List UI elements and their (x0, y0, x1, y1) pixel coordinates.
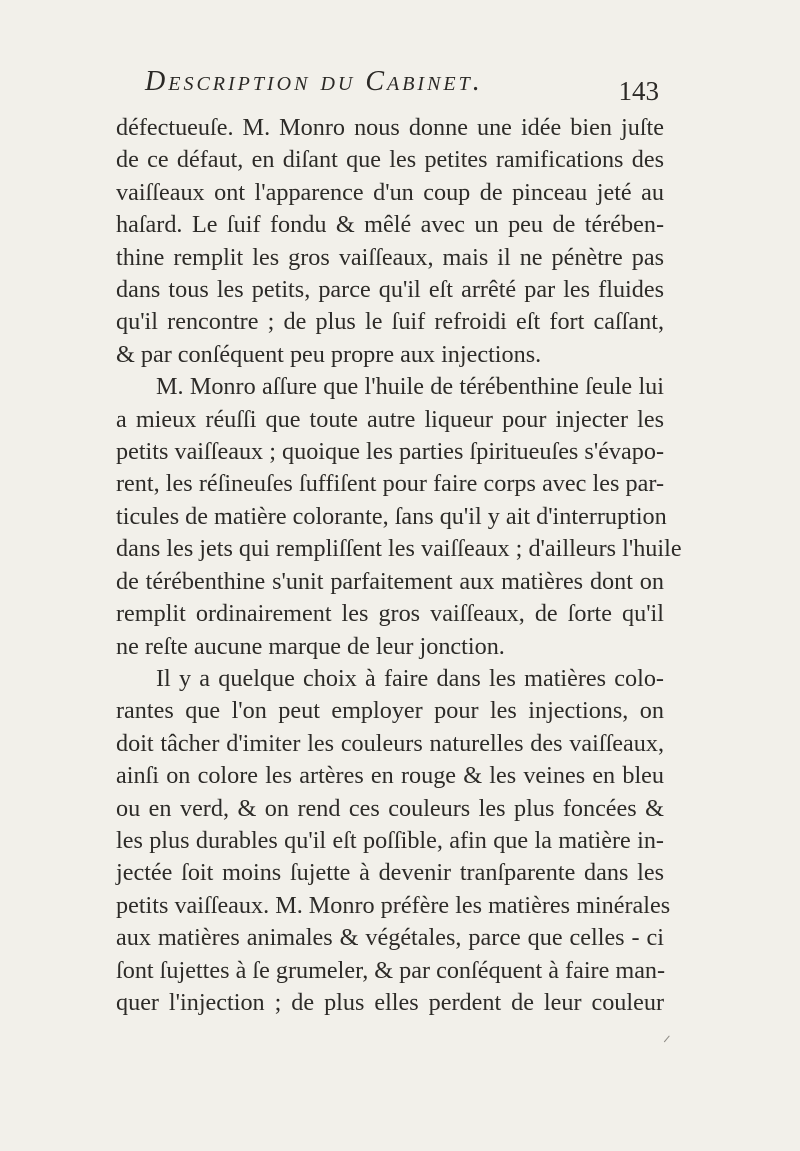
text-line: ne reſte aucune marque de leur jonction. (116, 632, 505, 660)
text-line: rantes que l'on peut employer pour les injections, on (116, 697, 664, 725)
text-line: rent, les réſineuſes ſuffiſent pour faire corps avec les par- (116, 470, 664, 498)
text-line: qu'il rencontre ; de plus le ſuif refroidi eſt fort caſſant, (116, 308, 664, 336)
text-line: doit tâcher d'imiter les couleurs naturelles des vaiſſeaux, (116, 729, 664, 757)
text-line: petits vaiſſeaux ; quoique les parties ſpiritueuſes s'évapo- (116, 438, 664, 466)
text-line: a mieux réuſſi que toute autre liqueur pour injecter les (116, 405, 664, 433)
paragraph-3 (116, 663, 671, 1019)
ink-speck (659, 1032, 670, 1043)
text-line: petits vaiſſeaux. M. Monro préfère les matières minérales (116, 891, 671, 919)
text-line: de térébenthine s'unit parfaitement aux matières dont on (116, 567, 664, 595)
text-line: vaiſſeaux ont l'apparence d'un coup de pinceau jeté au (116, 178, 664, 206)
text-line: M. Monro aſſure que l'huile de térébenthine ſeule lui (156, 373, 664, 401)
text-line: ou en verd, & on rend ces couleurs les plus foncées & (116, 794, 664, 822)
text-line: dans les jets qui rempliſſent les vaiſſeaux ; d'ailleurs l'huile (116, 535, 682, 563)
page-number: 143 (618, 76, 659, 106)
text-line: Il y a quelque choix à faire dans les matières colo- (156, 664, 664, 692)
text-line: quer l'injection ; de plus elles perdent de leur couleur (116, 988, 664, 1016)
text-line: ainſi on colore les artères en rouge & les veines en bleu (116, 762, 664, 790)
text-line: de ce défaut, en diſant que les petites ramifications des (116, 146, 664, 174)
text-line: haſard. Le ſuif fondu & mêlé avec un peu de térében- (116, 211, 664, 239)
text-line: défectueuſe. M. Monro nous donne une idée bien juſte (116, 114, 664, 141)
text-line: ſont ſujettes à ſe grumeler, & par conſéquent à faire man- (116, 956, 666, 984)
text-line: remplit ordinairement les gros vaiſſeaux, de ſorte qu'il (116, 600, 664, 628)
text-line: dans tous les petits, parce qu'il eſt arrêté par les fluides (116, 276, 664, 304)
running-head (145, 66, 659, 110)
text-line: aux matières animales & végétales, parce que celles - ci (116, 924, 664, 952)
text-line: ticules de matière colorante, ſans qu'il y ait d'interruption (116, 502, 667, 530)
body-text (116, 112, 682, 1019)
text-line: les plus durables qu'il eſt poſſible, afin que la matière in- (116, 826, 664, 854)
running-title: Description du Cabinet. (145, 66, 483, 97)
text-line: thine remplit les gros vaiſſeaux, mais il ne pénètre pas (116, 243, 664, 271)
paragraph-1 (116, 112, 664, 371)
paragraph-2 (116, 371, 682, 663)
text-line: jectée ſoit moins ſujette à devenir tranſparente dans les (116, 859, 664, 887)
text-line: & par conſéquent peu propre aux injections. (116, 340, 542, 368)
